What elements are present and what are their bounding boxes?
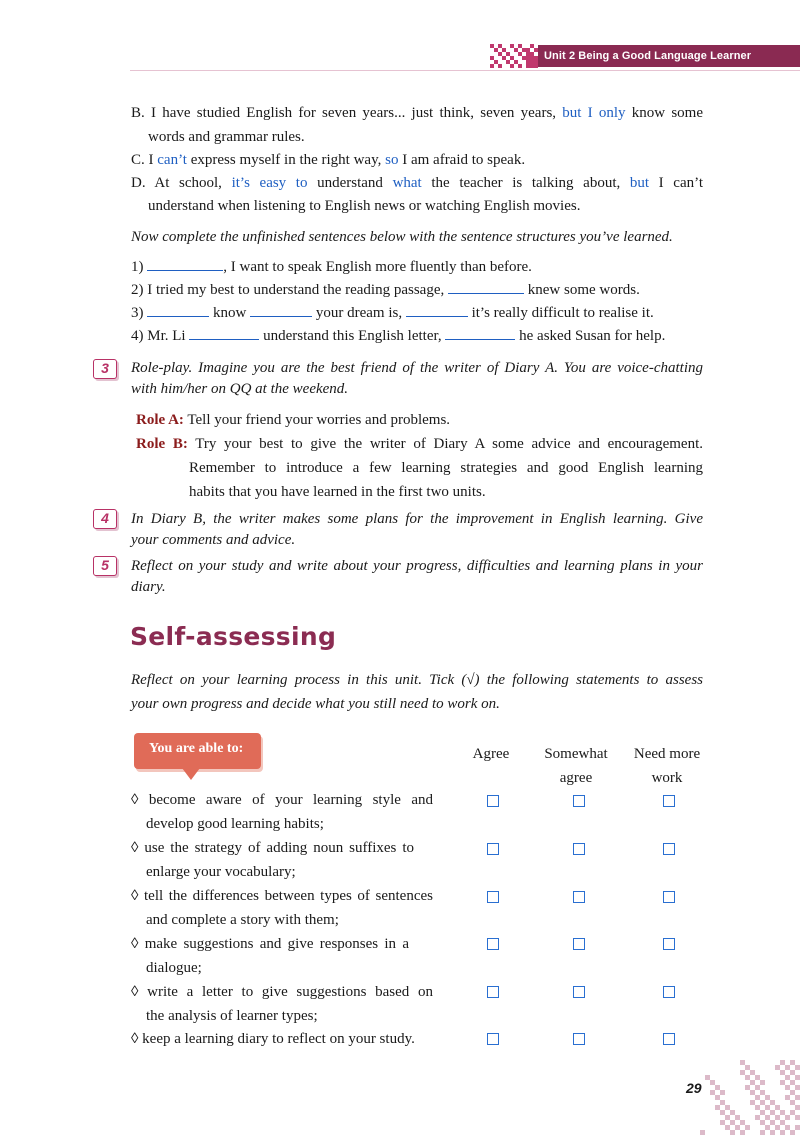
callout-pointer xyxy=(182,768,200,780)
sentence-2: 2) I tried my best to understand the reading passage, knew some words. xyxy=(131,279,640,300)
pixel-square xyxy=(795,1085,800,1090)
header-rule xyxy=(130,70,800,71)
checkbox-somewhat[interactable] xyxy=(573,938,585,950)
task-3-line1: Role-play. Imagine you are the best friend of the writer of Diary A. You are voice-chatting xyxy=(131,360,703,376)
assess-item-5-line1: ◊ write a letter to give suggestions based on xyxy=(131,984,433,1000)
col-need-1: Need more xyxy=(633,746,701,762)
checkbox-need-more[interactable] xyxy=(663,1033,675,1045)
blank[interactable] xyxy=(147,302,209,317)
task-5-badge: 5 xyxy=(93,556,117,576)
checkbox-need-more[interactable] xyxy=(663,843,675,855)
task-4-line1: In Diary B, the writer makes some plans for the improvement in English learning. Give xyxy=(131,511,703,527)
checkbox-somewhat[interactable] xyxy=(573,843,585,855)
blank[interactable] xyxy=(250,302,312,317)
pixel-square xyxy=(795,1125,800,1130)
task-5-line2: diary. xyxy=(131,579,166,595)
pixel-square xyxy=(795,1095,800,1100)
pixel-square xyxy=(700,1130,705,1135)
assess-item-2-line1: ◊ use the strategy of adding noun suffixes to xyxy=(131,840,414,856)
assess-item-5-line2: the analysis of learner types; xyxy=(146,1008,318,1024)
pixel-square xyxy=(490,64,494,68)
checkbox-agree[interactable] xyxy=(487,938,499,950)
checkbox-agree[interactable] xyxy=(487,843,499,855)
pixel-square xyxy=(785,1115,790,1120)
assess-intro-line2: your own progress and decide what you still need to work on. xyxy=(131,696,500,712)
pixel-square xyxy=(795,1115,800,1120)
pixel-square xyxy=(498,64,502,68)
col-agree: Agree xyxy=(472,746,510,762)
assess-item-2-line2: enlarge your vocabulary; xyxy=(146,864,296,880)
pixel-square xyxy=(780,1130,785,1135)
sentence-3: 3) know your dream is, it’s really difficult to realise it. xyxy=(131,302,654,323)
task-4-line2: your comments and advice. xyxy=(131,532,296,548)
sentence-4: 4) Mr. Li understand this English letter, he asked Susan for help. xyxy=(131,325,665,346)
pixel-square xyxy=(745,1125,750,1130)
assess-item-1-line1: ◊ become aware of your learning style and xyxy=(131,792,433,808)
pixel-square xyxy=(795,1065,800,1070)
pixel-square xyxy=(795,1075,800,1080)
col-need-2: work xyxy=(651,770,683,786)
pixel-square xyxy=(760,1130,765,1135)
pixel-square xyxy=(740,1130,745,1135)
checkbox-somewhat[interactable] xyxy=(573,1033,585,1045)
checkbox-somewhat[interactable] xyxy=(573,891,585,903)
assess-item-6-line1: ◊ keep a learning diary to reflect on your study. xyxy=(131,1031,415,1047)
checkbox-need-more[interactable] xyxy=(663,938,675,950)
assess-intro-line1: Reflect on your learning process in this unit. Tick (√) the following statements to assess xyxy=(131,672,703,688)
assess-item-3-line1: ◊ tell the differences between types of sentences xyxy=(131,888,433,904)
assess-item-1-line2: develop good learning habits; xyxy=(146,816,324,832)
blank[interactable] xyxy=(406,302,468,317)
assess-item-3-line2: and complete a story with them; xyxy=(146,912,339,928)
task-4-badge: 4 xyxy=(93,509,117,529)
role-b-line3: habits that you have learned in the first two units. xyxy=(189,484,486,500)
pixel-square xyxy=(720,1090,725,1095)
section-title: Self-assessing xyxy=(130,622,337,651)
checkbox-need-more[interactable] xyxy=(663,891,675,903)
checkbox-agree[interactable] xyxy=(487,795,499,807)
option-c: C. I can’t express myself in the right way, so I am afraid to speak. xyxy=(131,152,526,168)
assess-item-4-line1: ◊ make suggestions and give responses in a xyxy=(131,936,409,952)
option-d-line2: understand when listening to English news or watching English movies. xyxy=(148,198,581,214)
role-b-line2: Remember to introduce a few learning strategies and good English learning xyxy=(189,460,703,476)
able-to-callout: You are able to: xyxy=(134,733,261,769)
option-b-line1: B. I have studied English for seven years... just think, seven years, but I only know some xyxy=(131,105,703,121)
blank[interactable] xyxy=(445,325,515,340)
pixel-square xyxy=(770,1130,775,1135)
role-b-line1: Role B: Try your best to give the writer of Diary A some advice and encouragement. xyxy=(136,436,703,452)
pixel-square xyxy=(795,1105,800,1110)
task-3-line2: with him/her on QQ at the weekend. xyxy=(131,381,349,397)
col-somewhat-1: Somewhat xyxy=(544,746,608,762)
task-5-line1: Reflect on your study and write about your progress, difficulties and learning plans in your xyxy=(131,558,703,574)
checkbox-need-more[interactable] xyxy=(663,795,675,807)
assess-item-4-line2: dialogue; xyxy=(146,960,202,976)
col-somewhat-2: agree xyxy=(559,770,593,786)
pixel-square xyxy=(518,64,522,68)
checkbox-somewhat[interactable] xyxy=(573,986,585,998)
sentence-1: 1) , I want to speak English more fluently than before. xyxy=(131,256,532,277)
pixel-square xyxy=(510,64,514,68)
pixel-square xyxy=(790,1130,795,1135)
page-number: 29 xyxy=(686,1080,702,1096)
checkbox-somewhat[interactable] xyxy=(573,795,585,807)
option-d-line1: D. At school, it’s easy to understand what the teacher is talking about, but I can’t xyxy=(131,175,704,191)
checkbox-need-more[interactable] xyxy=(663,986,675,998)
role-a: Role A: Tell your friend your worries and problems. xyxy=(136,412,451,428)
checkbox-agree[interactable] xyxy=(487,986,499,998)
task-3-badge: 3 xyxy=(93,359,117,379)
checkbox-agree[interactable] xyxy=(487,1033,499,1045)
unit-header-label: Unit 2 Being a Good Language Learner xyxy=(538,45,800,67)
blank[interactable] xyxy=(189,325,259,340)
pixel-square xyxy=(760,1080,765,1085)
checkbox-agree[interactable] xyxy=(487,891,499,903)
blank[interactable] xyxy=(448,279,524,294)
option-b-line2: words and grammar rules. xyxy=(148,129,305,145)
blank[interactable] xyxy=(147,256,223,271)
complete-instruction: Now complete the unfinished sentences below with the sentence structures you’ve learned. xyxy=(131,229,673,245)
pixel-square xyxy=(730,1130,735,1135)
